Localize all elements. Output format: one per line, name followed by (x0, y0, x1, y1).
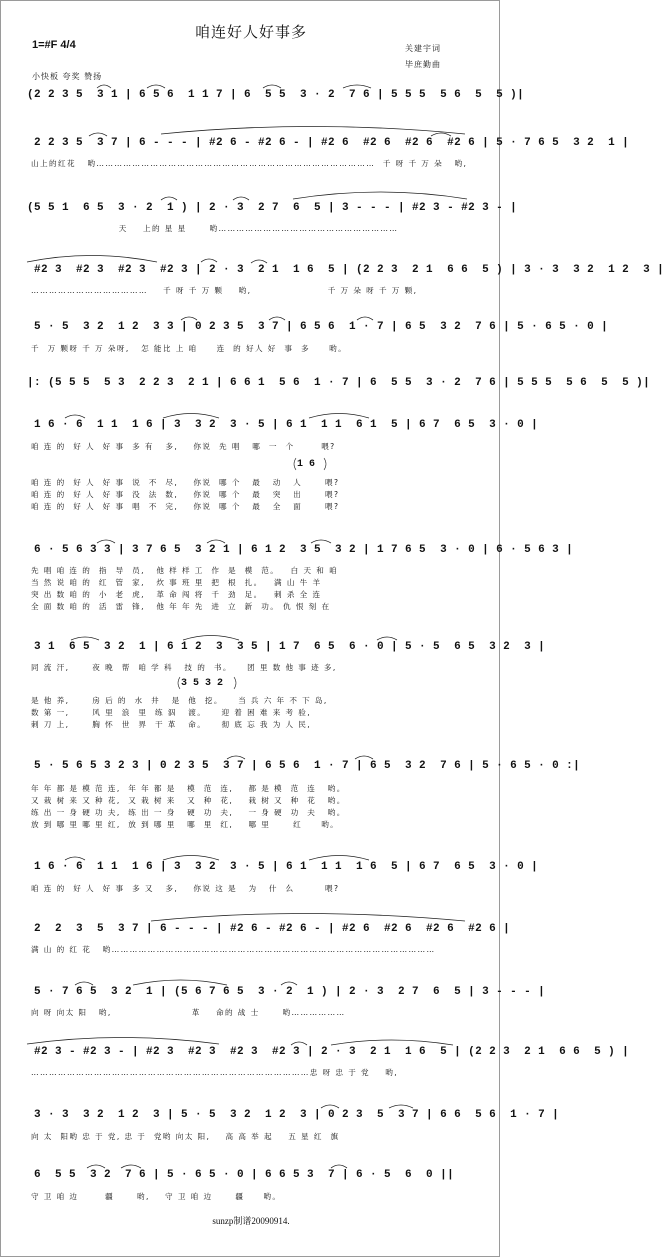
notation-line: 1 6 · 6 1 1 1 6 | 3 3 2 3 · 5 | 6 1 1 1 6 1 5 | 6 7 6 5 3 · 0 | (27, 419, 539, 431)
slur (431, 133, 451, 136)
slur (355, 756, 373, 759)
slur (151, 914, 465, 922)
lyric-line: 放 到 哪 里 哪 里 红, 放 到 哪 里 哪 里 红, 哪 里 红 哟。 (31, 820, 340, 829)
slur (207, 540, 225, 543)
lyric-line: …………………………………………………………………………………忠 呀 忠 于 党 哟, (31, 1068, 399, 1077)
notation-line: 3 1 6 5 3 2 1 | 6 1 2 3 3 5 | 1 7 6 5 6 · 0 | 5 · 5 6 5 3 2 3 | (27, 641, 546, 653)
bracket-left (294, 458, 296, 470)
slur (71, 637, 99, 640)
lyric-line: 刺 刀 上, 胸 怀 世 界 干 革 命。 彻 底 忘 我 为 人 民, (31, 720, 312, 729)
lyric-line: 向 呀 向太 阳 哟, 革 命的 战 士 哟……………… (31, 1008, 346, 1017)
lyric-line: 又 栽 树 来 又 种 花, 又 栽 树 来 又 种 花, 栽 树 又 种 花 哟。 (31, 796, 346, 805)
slur (161, 197, 177, 200)
lyric-line: 咱 连 的 好 人 好 事 没 法 数, 你说 哪 个 最 突 出 喂? (31, 490, 340, 499)
notation-line: 3 · 3 3 2 1 2 3 | 5 · 5 3 2 1 2 3 | 0 2 3 5 3 7 | 6 6 5 6 1 · 7 | (27, 1109, 560, 1121)
slur (183, 636, 239, 641)
notation-line: 5 · 7 6 5 3 2 1 | (5 6 7 6 5 3 · 2 1 ) | 2 · 3 2 7 6 5 | 3 - - - | (27, 986, 546, 998)
lyric-line: 向 太 阳哟 忠 于 党, 忠 于 党哟 向太 阳, 高 高 举 起 五 星 红 旗 (31, 1132, 340, 1141)
slur (331, 1040, 453, 1045)
slur (27, 256, 157, 263)
slur (321, 1105, 339, 1108)
slur (163, 414, 219, 419)
slur (293, 192, 467, 199)
notation-line: 1 6 · 6 1 1 1 6 | 3 3 2 3 · 5 | 6 1 1 1 1 6 5 | 6 7 6 5 3 · 0 | (27, 861, 539, 873)
slur (377, 637, 397, 640)
slur (163, 856, 219, 861)
bracket-note-badge: 1 6 (297, 459, 316, 470)
song-title: 咱连好人好事多 (194, 23, 307, 41)
slur (133, 980, 227, 985)
bracket-left (178, 677, 180, 689)
slur (227, 756, 245, 759)
lyric-line: 数 第 一, 风 里 浪 里 练 泅 渡。 迎 着 困 难 来 考 验, (31, 708, 312, 717)
slur (121, 1165, 141, 1168)
slur (97, 540, 115, 543)
lyric-line: 千 万 颗呀 千 万 朵呀, 怎 能比 上 咱 连 的 好人 好 事 多 哟。 (31, 344, 348, 353)
key-signature: 1=#F 4/4 (32, 39, 76, 51)
lyric-line: 练 出 一 身 硬 功 夫, 练 出 一 身 硬 功 夫, 一 身 硬 功 夫 哟。 (31, 808, 346, 817)
notation-line: #2 3 - #2 3 - | #2 3 #2 3 #2 3 #2 3 | 2 · 3 2 1 1 6 5 | (2 2 3 2 1 6 6 5 ) | (27, 1046, 630, 1058)
slur (281, 982, 297, 985)
lyric-line: 是 他 养, 房 后 的 水 井 是 他 挖。 当 兵 六 年 不 下 岛, (31, 696, 328, 705)
slur (97, 85, 111, 88)
notation-line: 5 · 5 6 5 3 2 3 | 0 2 3 5 3 7 | 6 5 6 1 · 7 | 6 5 3 2 7 6 | 5 · 6 5 · 0 :| (27, 760, 581, 772)
bracket-right (324, 458, 326, 470)
slur (357, 317, 373, 320)
slur (309, 414, 369, 419)
slur (291, 1042, 307, 1045)
lyric-line: 咱 连 的 好 人 好 事 说 不 尽, 你说 哪 个 最 动 人 喂? (31, 478, 340, 487)
slur (389, 1105, 413, 1108)
composer-credit: 毕庶勤曲 (405, 60, 441, 69)
slur (147, 85, 165, 88)
slur (309, 856, 369, 861)
lyric-line: 突 出 数 咱 的 小 老 虎, 革 命 闯 将 千 劲 足。 刺 杀 全 连 (31, 590, 322, 599)
notation-line: (2 2 3 5 3 1 | 6 5 6 1 1 7 | 6 5 5 3 · 2 7 6 | 5 5 5 5 6 5 5 )| (27, 89, 525, 101)
notation-line: (5 5 1 6 5 3 · 2 1 ) | 2 · 3 2 7 6 5 | 3 - - - | #2 3 - #2 3 - | (27, 202, 518, 214)
lyric-line: 当 然 说 咱 的 红 管 家, 炊 事 班 里 把 根 扎。 满 山 牛 羊 (31, 578, 322, 587)
bracket-note-badge: 3 5 3 2 (181, 678, 224, 689)
slur (263, 85, 281, 88)
lyric-line: 山上的红花 哟………………………………………………………………………………… 千 呀 千 万 朵 哟, (31, 159, 468, 168)
slur (343, 85, 371, 88)
notation-line: 6 · 5 6 3 3 | 3 7 6 5 3 2 1 | 6 1 2 3 5 3 2 | 1 7 6 5 3 · 0 | 6 · 5 6 3 | (27, 544, 574, 556)
lyric-line: 守 卫 咱 边 疆 哟, 守 卫 咱 边 疆 哟。 (31, 1192, 282, 1201)
slur (87, 1165, 105, 1168)
slur-group (27, 85, 467, 1168)
engraver-footer: sunzp制谱20090914. (212, 1216, 290, 1226)
lyric-line: 年 年 都 是 模 范 连, 年 年 都 是 模 范 连, 都 是 模 范 连 哟。 (31, 784, 346, 793)
notation-line: 2 2 3 5 3 7 | 6 - - - | #2 6 - #2 6 - | #2 6 #2 6 #2 6 #2 6 | (27, 923, 511, 935)
slur (181, 317, 197, 320)
notation-line: #2 3 #2 3 #2 3 #2 3 | 2 · 3 2 1 1 6 5 | (2 2 3 2 1 6 6 5 ) | 3 · 3 3 2 1 2 3 | (27, 264, 664, 276)
notation-line: 5 · 5 3 2 1 2 3 3 | 0 2 3 5 3 7 | 6 5 6 1 · 7 | 6 5 3 2 7 6 | 5 · 6 5 · 0 | (27, 321, 609, 333)
notation-line: 6 5 5 3 2 7 6 | 5 · 6 5 · 0 | 6 6 5 3 7 | 6 · 5 6 0 || (27, 1169, 455, 1181)
lyric-line: 同 流 汗, 夜 晚 帮 咱 学 科 技 的 书。 团 里 数 他 事 迹 多, (31, 663, 337, 672)
lyric-line: 先 唱 咱 连 的 指 导 员, 他 样 样 工 作 是 模 范。 白 天 和 咱 (31, 566, 339, 575)
slur (251, 260, 267, 263)
lyric-line: 满 山 的 红 花 哟……………………………………………………………………………………………… (31, 945, 436, 954)
slur (65, 857, 85, 860)
slur (65, 415, 85, 418)
slur (89, 133, 107, 136)
slur (75, 982, 93, 985)
lyric-line: 咱 连 的 好 人 好 事 唱 不 完, 你说 哪 个 最 全 面 喂? (31, 502, 340, 511)
slur (269, 317, 285, 320)
slur (27, 1038, 219, 1045)
slur (161, 127, 465, 135)
notation-line: 2 2 3 5 3 7 | 6 - - - | #2 6 - #2 6 - | #2 6 #2 6 #2 6 #2 6 | 5 · 7 6 5 3 2 1 | (27, 137, 630, 149)
slur (311, 540, 331, 543)
lyric-line: 咱 连 的 好 人 好 事 多 又 多, 你说 这 是 为 什 么 喂? (31, 884, 340, 893)
slur (331, 1165, 347, 1168)
lyric-line: 天 上的 星 星 哟…………………………………………………… (31, 224, 399, 233)
slur (233, 197, 249, 200)
bracket-right (234, 677, 236, 689)
slur (201, 259, 217, 262)
lyric-line: 咱 连 的 好 人 好 事 多 有 多, 你说 先 唱 哪 一 个 喂? (31, 442, 336, 451)
lyric-line: 全 面 数 咱 的 活 雷 锋, 他 年 年 先 进 立 新 功。 仇 恨 刻 在 (31, 602, 331, 611)
notation-line: |: (5 5 5 5 3 2 2 3 2 1 | 6 6 1 5 6 1 · 7 | 6 5 5 3 · 2 7 6 | 5 5 5 5 6 5 5 )| (27, 377, 651, 389)
tempo-marking: 小快板 夸奖 赞扬 (32, 72, 103, 81)
lyricist-credit: 关建宇词 (405, 44, 441, 53)
lyric-line: ………………………………… 千 呀 千 万 颗 哟, 千 万 朵 呀 千 万 颗, (31, 286, 418, 295)
